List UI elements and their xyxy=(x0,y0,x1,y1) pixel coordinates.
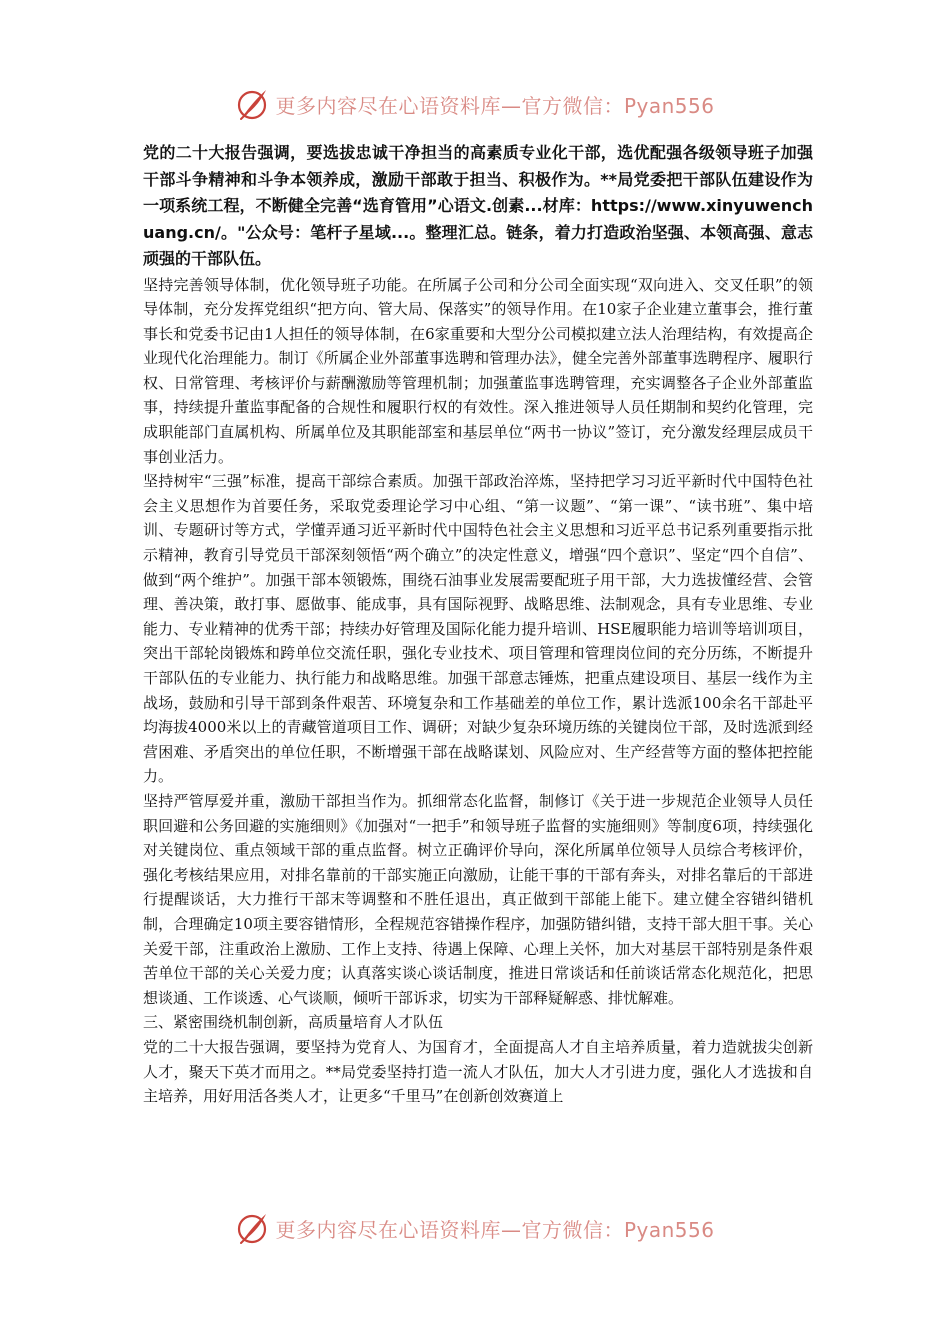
quill-pen-logo-icon xyxy=(235,1210,271,1246)
watermark-text: 更多内容尽在心语资料库—官方微信：Pyan556 xyxy=(275,93,715,118)
watermark-footer xyxy=(0,1206,950,1250)
watermark-text: 更多内容尽在心语资料库—官方微信：Pyan556 xyxy=(275,1217,715,1242)
paragraph-leadership-system: 坚持完善领导体制，优化领导班子功能。在所属子公司和分公司全面实现“双向进入、交叉任职”的领导体制，充分发挥党组织“把方向、管大局、保落实”的领导作用。在10家子企业建立董事会，推行董事长和党委书记由1人担任的领导体制，在6家重要和大型分公司模拟建立法人治理结构，有效提高企业现代化治理能力。制订《所属企业外部董事选聘和管理办法》，健全完善外部董事选聘程序、履职行权、日常管理、考核评价与薪酬激励等管理机制；加强董监事选聘管理，充实调整各子企业外部董监事，持续提升董监事配备的合规性和履职行权的有效性。深入推进领导人员任期制和契约化管理，完成职能部门直属机构、所属单位及其职能部室和基层单位“两书一协议”签订，充分激发经理层成员干事创业活力。 xyxy=(143,275,813,466)
paragraph-strict-management: 坚持严管厚爱并重，激励干部担当作为。抓细常态化监督，制修订《关于进一步规范企业领导人员任职回避和公务回避的实施细则》《加强对“一把手”和领导班子监督的实施细则》等制度6项，持续强化对关键岗位、重点领域干部的重点监督。树立正确评价导向，深化所属单位领导人员综合考核评价，强化考核结果应用，对排名靠前的干部实施正向激励，让能干事的干部有奔头，对排名靠后的干部进行提醒谈话，大力推行干部末等调整和不胜任退出，真正做到干部能上能下。建立健全容错纠错机制，合理确定10项主要容错情形，全程规范容错操作程序，加强防错纠错，支持干部大胆干事。关心关爱干部，注重政治上激励、工作上支持、待遇上保障、心理上关怀，加大对基层干部特别是条件艰苦单位干部的关心关爱力度；认真落实谈心谈话制度，推进日常谈话和任前谈话常态化规范化，把思想谈通、工作谈透、心气谈顺，倾听干部诉求，切实为干部释疑解惑、排忧解难。 xyxy=(143,791,813,1007)
watermark-header xyxy=(0,82,950,126)
document-body xyxy=(143,140,813,1109)
quill-pen-logo-icon xyxy=(235,86,271,122)
lead-paragraph: 党的二十大报告强调，要选拔忠诚干净担当的高素质专业化干部，选优配强各级领导班子加强干部斗争精神和斗争本领养成，激励干部敢于担当、积极作为。**局党委把干部队伍建设作为一项系统工程，不断健全完善“选育管用”心语文.创素...材库：https://www.xinyuwenchuang.cn/。"公众号：笔杆子星域...。整理汇总。链条，着力打造政治坚强、本领高强、意志顽强的干部队伍。 xyxy=(143,143,813,268)
section-heading: 三、紧密围绕机制创新，高质量培育人才队伍 xyxy=(143,1013,444,1032)
closing-paragraph: 党的二十大报告强调，要坚持为党育人、为国育才，全面提高人才自主培养质量，着力造就拔尖创新人才，聚天下英才而用之。**局党委坚持打造一流人才队伍，加大人才引进力度，强化人才选拔和自主培养，用好用活各类人才，让更多“千里马”在创新创效赛道上 xyxy=(143,1037,813,1106)
paragraph-three-strong-standards: 坚持树牢“三强”标准，提高干部综合素质。加强干部政治淬炼，坚持把学习习近平新时代中国特色社会主义思想作为首要任务，采取党委理论学习中心组、“第一议题”、“第一课”、“读书班”、集中培训、专题研讨等方式，学懂弄通习近平新时代中国特色社会主义思想和习近平总书记系列重要指示批示精神，教育引导党员干部深刻领悟“两个确立”的决定性意义，增强“四个意识”、坚定“四个自信”、做到“两个维护”。加强干部本领锻炼，围绕石油事业发展需要配班子用干部，大力选拔懂经营、会管理、善决策，敢打事、愿做事、能成事，具有国际视野、战略思维、法制观念，具有专业思维、专业能力、专业精神的优秀干部；持续办好管理及国际化能力提升培训、HSE履职能力培训等培训项目，突出干部轮岗锻炼和跨单位交流任职，强化专业技术、项目管理和管理岗位间的充分历练，不断提升干部队伍的专业能力、执行能力和战略思维。加强干部意志锤炼，把重点建设项目、基层一线作为主战场，鼓励和引导干部到条件艰苦、环境复杂和工作基础差的单位工作，累计选派100余名干部赴平均海拔4000米以上的青藏管道项目工作、调研；对缺少复杂环境历练的关键岗位干部，及时选派到经营困难、矛盾突出的单位任职，不断增强干部在战略谋划、风险应对、生产经营等方面的整体把控能力。 xyxy=(143,472,813,786)
